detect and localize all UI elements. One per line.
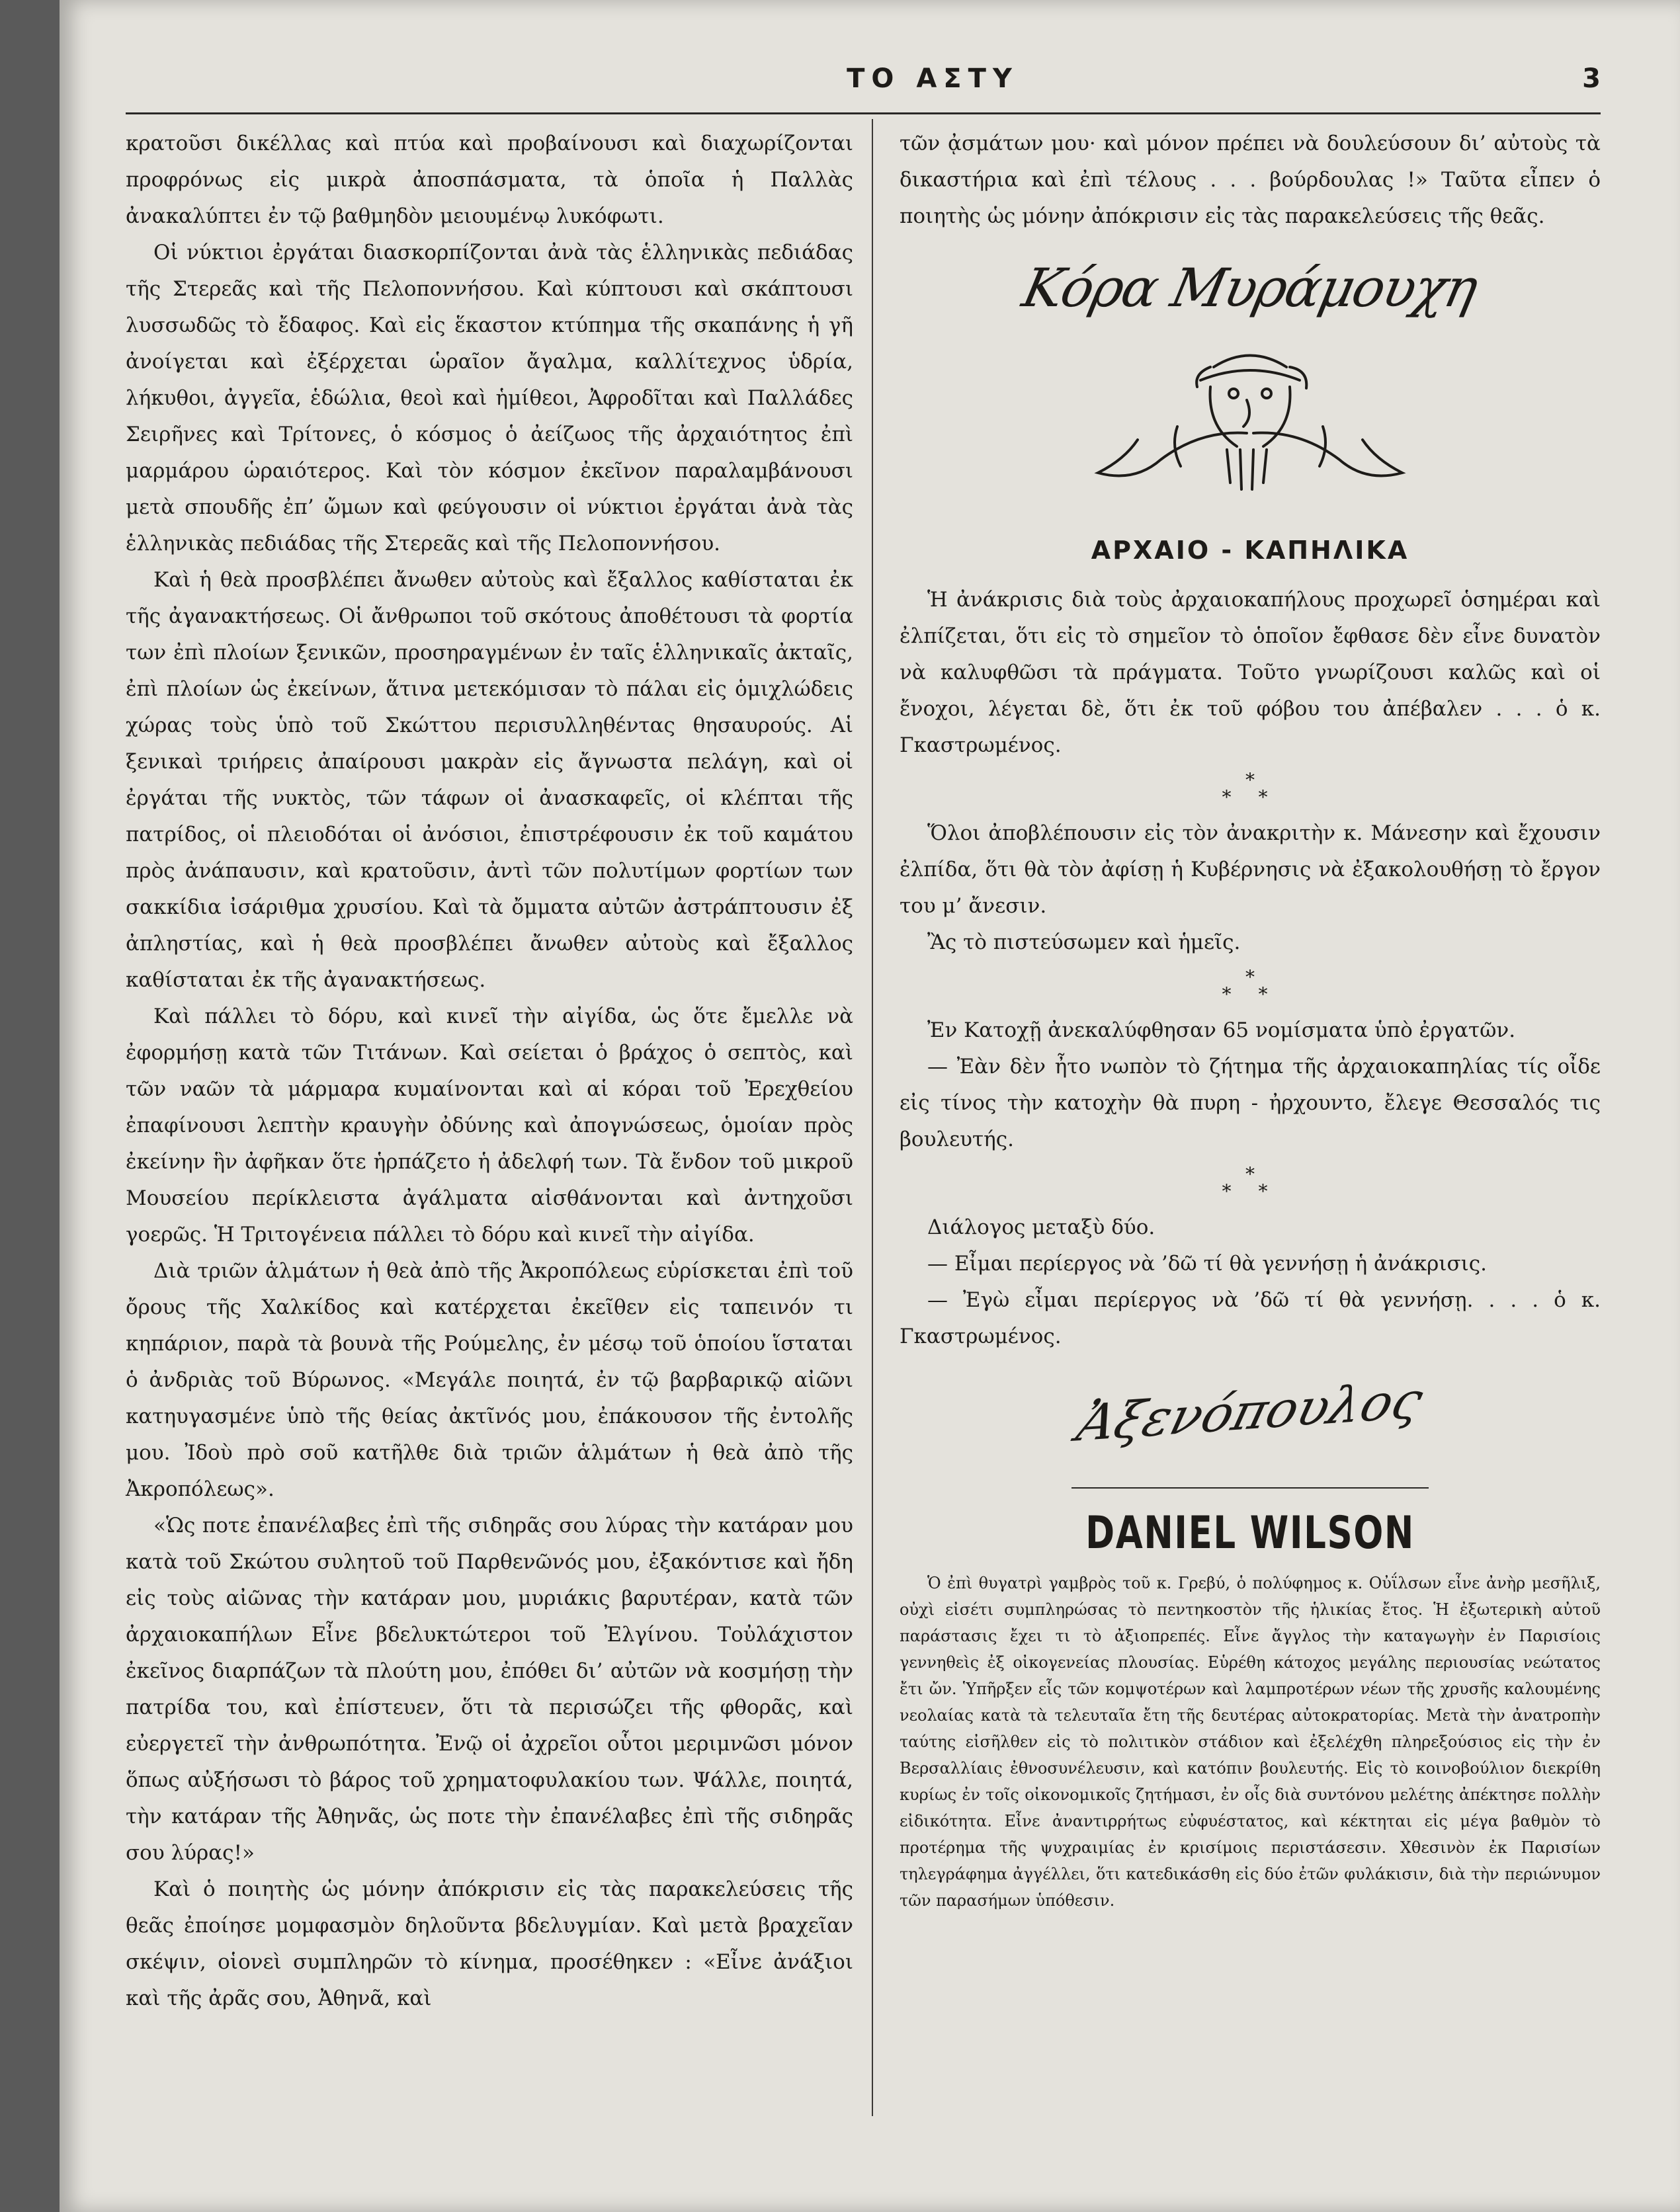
signature-text: Κόρα Μυράμουχη xyxy=(1017,257,1483,319)
left-paragraph-1: κρατοῦσι δικέλλας καὶ πτύα καὶ προβαίνουσι καὶ διαχωρίζονται προφρόνως εἰς μικρὰ ἀποσπάσματα, τὰ ὁποῖα ἡ Παλλὰς ἀνακαλύπτει ἐν τῷ βαθμηδὸν μειουμένῳ λυκόφωτι. xyxy=(126,132,853,228)
left-paragraph-2: Οἱ νύκτιοι ἐργάται διασκορπίζονται ἀνὰ τὰς ἑλληνικὰς πεδιάδας τῆς Στερεᾶς καὶ τῆς Πελοποννήσου. Καὶ κύπτουσι καὶ σκάπτουσι λυσσωδῶς τὸ ἔδαφος. Καὶ εἰς ἕκαστον κτύπημα τῆς σκαπάνης ἡ γῆ ἀνοίγεται καὶ ἐξέρχεται ὡραῖον ἄγαλμα, καλλίτεχνος ὑδρία, λήκυθοι, ἀγγεῖα, ἑδώλια, θεοὶ καὶ ἡμίθεοι, Ἀφροδῖται καὶ Παλλάδες Σειρῆνες καὶ Τρίτονες, ὁ κόσμος ὁ ἀείζωος τῆς ἀρχαιότητος ἐπὶ μαρμάρου ὡραιότερος. Καὶ τὸν κόσμον ἐκεῖνον παραλαμβάνουσι μετὰ σπουδῆς ἐπ’ ὤμων καὶ φεύγουσιν οἱ νύκτιοι ἐργάται ἀνὰ τὰς ἑλληνικὰς πεδιάδας τῆς Στερεᾶς καὶ τῆς Πελοποννήσου. xyxy=(126,241,853,555)
newspaper-page xyxy=(60,0,1680,2212)
item-paragraph-1: Ἡ ἀνάκρισις διὰ τοὺς ἀρχαιοκαπήλους προχωρεῖ ὁσημέραι καὶ ἐλπίζεται, ὅτι εἰς τὸ σημεῖον τὸ ὁποῖον ἔφθασε δὲν εἶνε δυνατὸν νὰ καλυφθῶσι τὰ πράγματα. Τοῦτο γνωρίζουσι καλῶς καὶ οἱ ἔνοχοι, λέγεται δὲ, ὅτι ἐκ τοῦ φόβου του ἀπέβαλεν . . . ὁ κ. Γκαστρωμένος. xyxy=(900,588,1601,757)
running-title: ΤΟ ΑΣΤΥ xyxy=(847,63,1019,94)
section-rule xyxy=(1071,1487,1429,1489)
left-paragraph-5: Διὰ τριῶν ἁλμάτων ἡ θεὰ ἀπὸ τῆς Ἀκροπόλεως εὑρίσκεται ἐπὶ τοῦ ὄρους τῆς Χαλκίδος καὶ κατέρχεται ἐκεῖθεν εἰς ταπεινόν τι κηπάριον, παρὰ τὰ βουνὰ τῆς Ρούμελης, ἐν μέσῳ τοῦ ὁποίου ἵσταται ὁ ἀνδριὰς τοῦ Βύρωνος. «Μεγάλε ποιητά, ἐν τῷ βαρβαρικῷ αἰῶνι κατηυγασμένε ὑπὸ τῆς θείας ἀκτῖνός μου, ἐπάκουσον τῆς ἐντολῆς μου. Ἰδοὺ πρὸ σοῦ κατῆλθε διὰ τριῶν ἁλμάτων ἡ θεὰ ἀπὸ τῆς Ἀκροπόλεως». xyxy=(126,1259,853,1501)
header-rule xyxy=(126,112,1601,114)
asterism-bottom: * * xyxy=(1222,983,1279,1005)
item-paragraph-6: Διάλογος μεταξὺ δύο. xyxy=(927,1215,1155,1239)
signature2-text: Ἀξενόπουλος xyxy=(1071,1370,1429,1453)
section-heading: ΑΡΧΑΙΟ - ΚΑΠΗΛΙΚΑ xyxy=(1091,536,1409,565)
section-signature xyxy=(900,1355,1601,1467)
left-paragraph-6: «Ὡς ποτε ἐπανέλαβες ἐπὶ τῆς σιδηρᾶς σου λύρας τὴν κατάραν μου κατὰ τοῦ Σκώτου συλητοῦ τοῦ Παρθενῶνός μου, ἐξακόντισε καὶ ἤδη εἰς τοὺς αἰῶνας τὴν κατάραν μου, μυριάκις βαρυτέραν, κατὰ τῶν ἀρχαιοκαπήλων Εἶνε βδελυκτώτεροι τοῦ Ἐλγίνου. Τοὐλάχιστον ἐκεῖνος διαρπάζων τὰ πλούτη μου, ἐπόθει δι’ αὐτῶν νὰ κοσμήσῃ τὴν πατρίδα του, καὶ ἐπίστευεν, ὅτι τὰ περισώζει τῆς φθορᾶς, καὶ εὐεργετεῖ τὴν ἀνθρωπότητα. Ἐνῷ οἱ ἀχρεῖοι οὗτοι μεριμνῶσι μόνον ὅπως αὐξήσωσι τὸ βάρος τοῦ χρηματοφυλακίου των. Ψάλλε, ποιητά, τὴν κατάραν τῆς Ἀθηνᾶς, ὡς ποτε τὴν ἐπανέλαβες ἐπὶ τῆς σιδηρᾶς σου λύρας!» xyxy=(126,1514,853,1865)
left-paragraph-4: Καὶ πάλλει τὸ δόρυ, καὶ κινεῖ τὴν αἰγίδα, ὡς ὅτε ἔμελλε νὰ ἐφορμήσῃ κατὰ τῶν Τιτάνων. Καὶ σείεται ὁ βράχος ὁ σεπτὸς, καὶ τῶν ναῶν τὰ μάρμαρα κυμαίνονται καὶ αἱ κόραι τοῦ Ἐρεχθείου ἐπαφίνουσι λεπτὴν κραυγὴν ὀδύνης καὶ ἀπογνώσεως, ὁμοίαν πρὸς ἐκείνην ἣν ἀφῆκαν ὅτε ἡρπάζετο ἡ ἀδελφή των. Τὰ ἔνδον τοῦ μικροῦ Μουσείου περίκλειστα ἀγάλματα αἰσθάνονται καὶ ἀντηχοῦσι γοερῶς. Ἡ Τριτογένεια πάλλει τὸ δόρυ καὶ κινεῖ τὴν αἰγίδα. xyxy=(126,1004,853,1247)
item-paragraph-3: Ἂς τὸ πιστεύσωμεν καὶ ἡμεῖς. xyxy=(927,930,1241,954)
asterism-divider xyxy=(900,769,1601,808)
item-paragraph-8: — Ἐγὼ εἶμαι περίεργος νὰ ’δῶ τί θὰ γεννήσῃ. . . . ὁ κ. Γκαστρωμένος. xyxy=(900,1288,1601,1348)
asterism-top: * xyxy=(1245,966,1255,988)
asterism-divider xyxy=(900,1163,1601,1202)
story-continuation: τῶν ᾀσμάτων μου· καὶ μόνον πρέπει νὰ δουλεύσουν δι’ αὐτοὺς τὰ δικαστήρια καὶ ἐπὶ τέλους . . . βούρδουλας !» Ταῦτα εἶπεν ὁ ποιητὴς ὡς μόνην ἀπόκρισιν εἰς τὰς παρακελεύσεις τῆς θεᾶς. xyxy=(900,132,1601,228)
wilson-paragraph: Ὁ ἐπὶ θυγατρὶ γαμβρὸς τοῦ κ. Γρεβύ, ὁ πολύφημος κ. Οὐΐλσων εἶνε ἀνὴρ μεσῆλιξ, οὐχὶ εἰσέτι συμπληρώσας τὸ πεντηκοστὸν τῆς ἡλικίας ἔτος. Ἡ ἐξωτερικὴ αὐτοῦ παράστασις ἔχει τι τὸ ἀξιοπρεπές. Εἶνε ἄγγλος τὴν καταγωγὴν ἐν Παρισίοις γεννηθεὶς ἐξ οἰκογενείας πλουσίας. Εὑρέθη κάτοχος μεγάλης περιουσίας νεώτατος ἔτι ὤν. Ὑπῆρξεν εἷς τῶν κομψοτέρων καὶ λαμπροτέρων νέων τῆς χρυσῆς καλουμένης νεολαίας κατὰ τὰ τελευταῖα ἔτη τῆς δευτέρας αὐτοκρατορίας. Μετὰ τὴν ἀνατροπὴν ταύτης εἰσῆλθεν εἰς τὸ πολιτικὸν στάδιον καὶ ἐξελέχθη πληρεξούσιος εἰς τὴν ἐν Βερσαλλίαις ἐθνοσυνέλευσιν, καὶ κατόπιν βουλευτής. Εἰς τὸ κοινοβούλιον διεκρίθη κυρίως ἐν τοῖς οἰκονομικοῖς ζητήμασι, ἐν οἷς διὰ συντόνου μελέτης ἀπέκτησε πολλὴν εἰδικότητα. Εἶνε ἀναντιρρήτως εὐφυέστατος, καὶ κέκτηται εἰς μέγα βαθμὸν τὸ προτέρημα τῆς ψυχραιμίας ἐν κρισίμοις περιστάσεσιν. Χθεσινὸν ἐκ Παρισίων τηλεγράφημα ἀγγέλλει, ὅτι κατεδικάσθη εἰς δύο ἐτῶν φυλάκισιν, διὰ τὴν περιώνυμον τῶν παρασήμων ὑπόθεσιν. xyxy=(900,1574,1601,1910)
item-paragraph-5: — Ἐὰν δὲν ἦτο νωπὸν τὸ ζήτημα τῆς ἀρχαιοκαπηλίας τίς οἶδε εἰς τίνος τὴν κατοχὴν θὰ πυρη - ἠρχουντο, ἔλεγε Θεσσαλός τις βουλευτής. xyxy=(900,1055,1601,1151)
author-signature xyxy=(900,235,1601,341)
asterism-divider xyxy=(900,966,1601,1005)
item-paragraph-2: Ὅλοι ἀποβλέπουσιν εἰς τὸν ἀνακριτὴν κ. Μάνεσην καὶ ἔχουσιν ἐλπίδα, ὅτι θὰ τὸν ἀφίσῃ ἡ Κυβέρνησις νὰ ἐξακολουθήσῃ τὸ ἔργον του μ’ ἄνεσιν. xyxy=(900,821,1601,918)
column-divider xyxy=(872,119,873,2116)
mustached-face-icon xyxy=(1078,341,1422,512)
asterism-bottom: * * xyxy=(1222,786,1279,808)
right-column xyxy=(900,126,1601,1914)
left-paragraph-3: Καὶ ἡ θεὰ προσβλέπει ἄνωθεν αὐτοὺς καὶ ἔξαλλος καθίσταται ἐκ τῆς ἀγανακτήσεως. Οἱ ἄνθρωποι τοῦ σκότους ἀποθέτουσι τὰ φορτία των ἐπὶ πλοίων ξενικῶν, προσηραγμένων ἐν ταῖς ἑλληνικαῖς ἀκταῖς, ἐπὶ πλοίων ὡς ἐκείνων, ἅτινα μετεκόμισαν τὸ πάλαι εἰς ὁμιχλώδεις χώρας τοὺς ὑπὸ τοῦ Σκώττου περισυλληθέντας θησαυρούς. Αἱ ξενικαὶ τριήρεις ἀπαίρουσι μακρὰν εἰς ἄγνωστα πελάγη, καὶ οἱ ἐργάται τῆς νυκτὸς, τῶν τάφων οἱ ἀνασκαφεῖς, οἱ κλέπται τῆς πατρίδος, οἱ πλειοδόται οἱ ἀνόσιοι, ἐπιστρέφουσιν ἐκ τοῦ καμάτου πρὸς ἀνάπαυσιν, καὶ κρατοῦσιν, ἀντὶ τῶν πολυτίμων φορτίων των σακκίδια ἰσάριθμα χρυσίου. Καὶ τὰ ὄμματα αὐτῶν ἀστράπτουσιν ἐξ ἀπληστίας, καὶ ἡ θεὰ προσβλέπει ἄνωθεν αὐτοὺς καὶ ἔξαλλος καθίσταται ἐκ τῆς ἀγανακτήσεως. xyxy=(126,568,853,992)
caricature-illustration xyxy=(900,341,1601,512)
asterism-top: * xyxy=(1245,769,1255,791)
item-paragraph-4: Ἐν Κατοχῇ ἀνεκαλύφθησαν 65 νομίσματα ὑπὸ ἐργατῶν. xyxy=(927,1018,1516,1042)
wilson-heading: DANIEL WILSON xyxy=(1085,1507,1415,1559)
page-number: 3 xyxy=(1582,63,1601,94)
asterism-top: * xyxy=(1245,1163,1255,1185)
item-paragraph-7: — Εἶμαι περίεργος νὰ ’δῶ τί θὰ γεννήσῃ ἡ ἀνάκρισις. xyxy=(927,1252,1487,1276)
left-column xyxy=(126,126,853,2017)
left-paragraph-7: Καὶ ὁ ποιητὴς ὡς μόνην ἀπόκρισιν εἰς τὰς παρακελεύσεις τῆς θεᾶς ἐποίησε μομφασμὸν δηλοῦντα βδελυγμίαν. Καὶ μετὰ βραχεῖαν σκέψιν, οἱονεὶ συμπληρῶν τὸ κίνημα, προσέθηκεν : «Εἶνε ἀνάξιοι καὶ τῆς ἀρᾶς σου, Ἀθηνᾶ, καὶ xyxy=(126,1877,853,2010)
asterism-bottom: * * xyxy=(1222,1180,1279,1202)
